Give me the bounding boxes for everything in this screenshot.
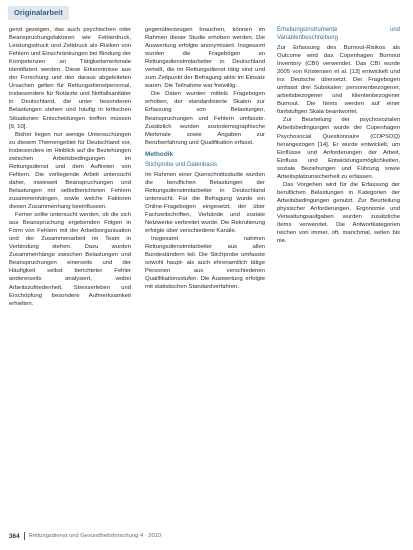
paragraph: Die Daten wurden mittels Fragebogen erhoben, der standardisierte Skalen zur Erfassung von Belastungen, Beanspruchungen und Fehlern umfasste. Zusätzlich wurden soziodemographische Merkmale sowie Angaben zur Berufserfahrung und Qualifikation erfasst. (145, 91, 265, 146)
paragraph: Insgesamt nahmen Rettungsdienstmitarbeiter aus allen Bundesländern teil. Die Stichprobe umfasste sowohl haupt- als auch ehrenamtlich tätige Personen aus verschiedenen Qualifikationsstufen. Die Auswertung erfolgte mit statistischen Standardverfahren. (145, 236, 265, 291)
paragraph: Im Rahmen einer Querschnittsstudie wurden die beruflichen Belastungen der Rettungsdienstmitarbeiter in Deutschland untersucht. Für die Befragung wurde ein Online-Fragebogen eingesetzt, der über Fachzeitschriften, Verbände und soziale Netzwerke verbreitet wurde. Die Rekrutierung erfolgte über verschiedene Kanäle. (145, 171, 265, 235)
text-column-1 (9, 26, 131, 526)
section-header-label: Originalarbeit (8, 6, 69, 20)
paragraph: gegenüberzeugen brauchen, können im Rahmen dieser Studie erhoben werden. Die Auswertung erfolgte anonymisiert. Insgesamt wurden die Fragebögen an Rettungsdienstmitarbeiter in Deutschland verteilt, die im Rettungsdienst tätig sind und zum Zeitpunkt der Befragung aktiv im Einsatz waren. Die Teilnahme war freiwillig. (145, 27, 265, 90)
section-title-methods: Methodik (145, 150, 174, 158)
text-column-3 (277, 26, 400, 526)
paragraph: Zur Erfassung des Burnout-Risikos als Outcome wird das Copenhagen Burnout Inventory (CBI) verwendet. Das CBI wurde 2005 von Kristensen et al. [13] entwickelt und ins Deutsche übersetzt. Der Fragebogen umfasst drei Subskalen: personenbezogener, arbeitsbezogener und klientenbezogener Burnout. Die Items werden auf einer fünfstufigen Skala beantwortet. (277, 45, 400, 116)
text-column-2 (145, 26, 265, 526)
subsection-title-sample: Stichprobe und Datenbasis (145, 161, 218, 168)
page-number: 364 (9, 532, 20, 540)
footer-divider (24, 532, 25, 540)
journal-citation: Rettungsdienst und Gesundheitsforschung 4 · 2010 (28, 533, 162, 539)
subsection-title-instruments: Erhebungsinstrumente und Variablenbeschreibung (277, 27, 400, 41)
paragraph: Bisher liegen nur wenige Untersuchungen zu diesem Themengebiet für Deutschland vor, insbesondere im Hinblick auf die Beziehungen zwischen Arbeitsbedingungen im Rettungsdienst und dem Auftreten von Fehlern. Die vorliegende Arbeit untersucht daher, inwieweit Beanspruchungen und Belastungen mit selbstberichteten Fehlern zusammenhängen, sowie welche Faktoren diesen Zusammenhang beeinflussen. (9, 131, 131, 211)
paragraph: Zur Beurteilung der psychosozialen Arbeitsbedingungen wurde der Copenhagen Psychosocial Questionnaire (COPSOQ) herangezogen [14]. Er wurde entwickelt, um Einflüsse und Anforderungen der Arbeit, Einfluss und Entwicklungsmöglichkeiten, soziale Beziehungen und Führung sowie Arbeitsplatzunsicherheit zu erfassen. (277, 117, 400, 180)
paragraph: Das Vorgehen wird für die Erfassung der beruflichen Belastungen in Kategorien der Arbeitsbedingungen genutzt. Zur Beurteilung physischer Anforderungen, Ergonomie und Verwaltungsaufgaben wurden zusätzliche Items verwendet. Die Antwortkategorien reichen von immer, oft, manchmal, selten bis nie. (277, 181, 400, 245)
paragraph: gend gezeigen, das auch psychischen oder Beanspruchungsfaktoren wie Fehlerdruck, Leistungsdruck und Zeitdruck als Risiken von Fehlern und Einschränkungen bei Bindung der Kompetenzen an Tätigkeitsmerkmale identifiziert werden. Diese Erkenntnisse aus der Forschung und den daraus abgeleiteten Ursachen gelten für Rettungsdienstpersonal, insbesondere für Notärzte und Notfallsanitäter in Deutschland, die unter besonderen Belastungen stehen und häufig in kritischen Situationen Entscheidungen treffen müssen [9, 10]. (9, 27, 131, 130)
paragraph: Ferner sollte untersucht werden, ob die sich aus Beanspruchung ergebenden Folgen in Form von Fehlern mit der Arbeitsorganisation und der Zusammenarbeit im Team in Verbindung stehen. Dazu wurden Zusammenhänge zwischen Belastungen und Beanspruchungen einerseits und der Häufigkeit selbst berichteter Fehler andererseits analysiert, wobei Arbeitszufriedenheit, Stresserleben und Erschöpfung besondere Aufmerksamkeit erhielten. (9, 212, 131, 307)
page-footer (9, 532, 161, 540)
